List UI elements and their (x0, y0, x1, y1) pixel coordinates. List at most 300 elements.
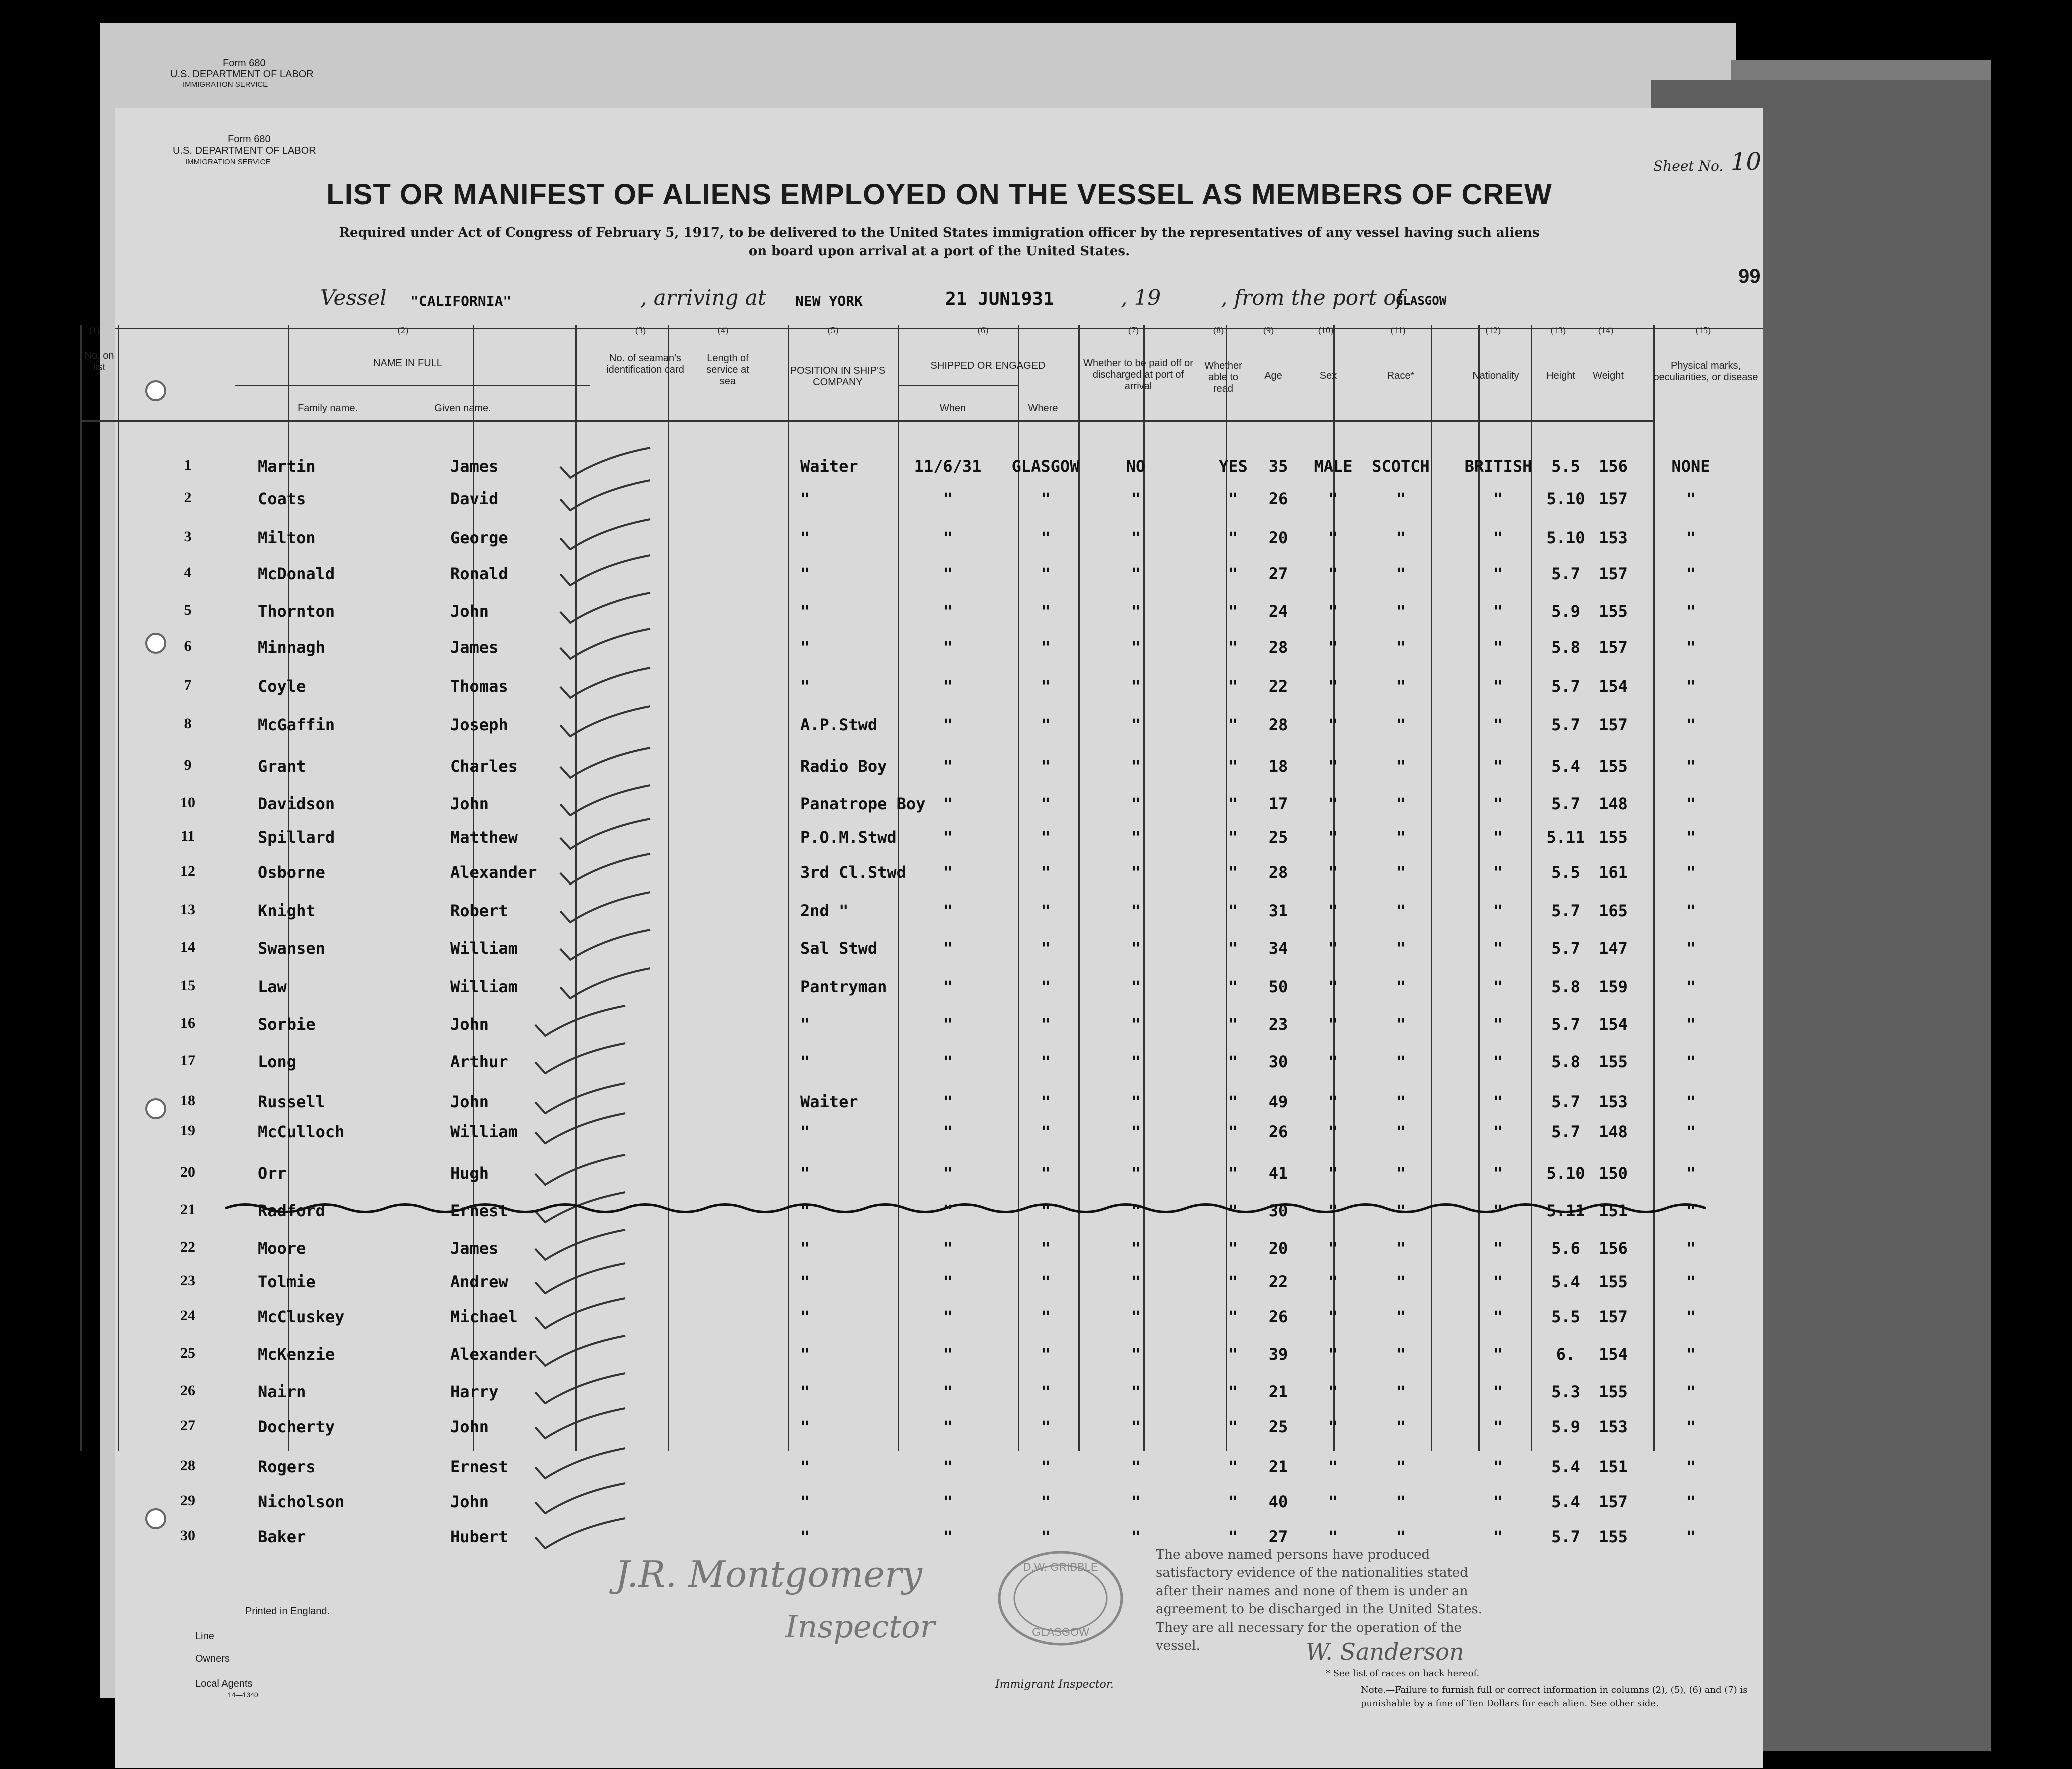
cell-position: Pantryman (800, 977, 887, 996)
cell-when: " (943, 1092, 953, 1111)
cell-age: 20 (1268, 1239, 1288, 1258)
check-mark-icon (558, 929, 653, 969)
cell-given: William (450, 977, 518, 996)
cell-position: " (800, 1417, 810, 1436)
cell-where: " (1041, 1457, 1051, 1476)
row-number: 30 (180, 1527, 195, 1544)
cell-position: " (800, 1457, 810, 1476)
cell-height: 5.7 (1551, 1015, 1580, 1034)
cell-sex: " (1328, 939, 1338, 958)
cell-read: " (1228, 1492, 1238, 1511)
column-number: (7) (1128, 325, 1139, 335)
row-number: 22 (180, 1239, 195, 1255)
cell-when: " (943, 528, 953, 547)
cell-where: " (1041, 863, 1051, 882)
header-rule (80, 420, 1653, 422)
agent-stamp (995, 1548, 1126, 1648)
cell-when: " (943, 1345, 953, 1364)
department: U.S. DEPARTMENT OF LABOR (173, 145, 316, 156)
cell-marks: NONE (1671, 457, 1710, 476)
cell-read: " (1228, 489, 1238, 508)
cell-position: " (800, 1015, 810, 1034)
date-stamp: 21 JUN1931 (945, 289, 1054, 309)
cell-family: Nairn (258, 1382, 306, 1401)
cell-nat: " (1493, 528, 1503, 547)
cell-nat: " (1493, 1052, 1503, 1071)
cell-nat: " (1493, 715, 1503, 734)
check-mark-icon (558, 818, 653, 858)
cell-marks: " (1686, 1201, 1696, 1220)
cell-weight: 147 (1599, 939, 1628, 958)
cell-family: Orr (258, 1164, 287, 1183)
cell-given: John (450, 1015, 489, 1034)
stamp-bottom-text: GLASGOW (1032, 1626, 1089, 1638)
cell-given: Hugh (450, 1164, 489, 1183)
cell-height: 5.4 (1551, 1492, 1580, 1511)
strikethrough-line (225, 1198, 1776, 1218)
cell-nat: " (1493, 1457, 1503, 1476)
cell-position: " (800, 489, 810, 508)
cell-height: 5.8 (1551, 1052, 1580, 1071)
cell-read: " (1228, 715, 1238, 734)
vessel-name: "CALIFORNIA" (410, 293, 512, 309)
cell-given: Ronald (450, 564, 508, 583)
cell-where: " (1041, 677, 1051, 696)
cell-marks: " (1686, 794, 1696, 813)
cell-when: " (943, 1307, 953, 1326)
cell-weight: 148 (1599, 1122, 1628, 1141)
cell-marks: " (1686, 1527, 1696, 1546)
cell-read: " (1228, 1122, 1238, 1141)
cell-when: 11/6/31 (914, 457, 982, 476)
inspector-title: Inspector (785, 1608, 935, 1645)
cell-age: 49 (1268, 1092, 1288, 1111)
cell-nat: " (1493, 1307, 1503, 1326)
header-sub-rule (898, 385, 1018, 386)
cell-age: 28 (1268, 715, 1288, 734)
column-header-height: Height (1546, 370, 1575, 381)
cell-paid: " (1131, 1239, 1141, 1258)
row-number: 11 (180, 828, 195, 844)
form-code: 14—1340 (228, 1691, 258, 1699)
cell-race: " (1396, 794, 1406, 813)
cell-when: " (943, 1417, 953, 1436)
cell-nat: " (1493, 1492, 1503, 1511)
cell-age: 22 (1268, 677, 1288, 696)
column-header-weight: Weight (1593, 370, 1624, 381)
cell-family: Tolmie (258, 1272, 316, 1291)
page-number: 99 (1738, 265, 1761, 287)
cell-when: " (943, 638, 953, 657)
cell-marks: " (1686, 901, 1696, 920)
cell-age: 26 (1268, 1122, 1288, 1141)
row-number: 4 (184, 564, 192, 581)
table-column-rule (668, 325, 669, 1451)
cell-weight: 154 (1599, 677, 1628, 696)
column-header-age: Age (1264, 370, 1282, 381)
cell-marks: " (1686, 564, 1696, 583)
cell-where: " (1041, 1092, 1051, 1111)
cell-age: 27 (1268, 564, 1288, 583)
cell-weight: 157 (1599, 564, 1628, 583)
column-header-name-in-full: NAME IN FULL (373, 358, 442, 369)
cell-weight: 156 (1599, 457, 1628, 476)
cell-race: " (1396, 1457, 1406, 1476)
cell-family: Coats (258, 489, 306, 508)
cell-sex: " (1328, 1122, 1338, 1141)
cell-paid: " (1131, 828, 1141, 847)
column-header-shipped: SHIPPED OR ENGAGED (930, 360, 1046, 371)
row-number: 27 (180, 1417, 195, 1434)
cell-where: " (1041, 1417, 1051, 1436)
cell-height: 5.6 (1551, 1239, 1580, 1258)
cell-read: " (1228, 1201, 1238, 1220)
cell-marks: " (1686, 1272, 1696, 1291)
cell-nat: " (1493, 1201, 1503, 1220)
cell-sex: " (1328, 1417, 1338, 1436)
check-mark-icon (533, 1297, 628, 1337)
cell-age: 24 (1268, 602, 1288, 621)
cell-given: William (450, 939, 518, 958)
cell-weight: 155 (1599, 1382, 1628, 1401)
cell-when: " (943, 1382, 953, 1401)
certification-text: The above named persons have produced satisfactory evidence of the nationalities stated after their names and none of them is under an agreement to be discharged in the United States. They are all necessary for the operation of the vessel. (1156, 1547, 1483, 1653)
cell-sex: " (1328, 977, 1338, 996)
check-mark-icon (558, 518, 653, 558)
cell-height: 5.4 (1551, 1272, 1580, 1291)
column-header-family-name: Family name. (297, 403, 358, 414)
cell-height: 5.10 (1546, 528, 1585, 547)
cell-weight: 151 (1599, 1457, 1628, 1476)
cell-when: " (943, 564, 953, 583)
cell-family: Knight (258, 901, 316, 920)
cell-weight: 157 (1599, 638, 1628, 657)
cell-where: GLASGOW (1011, 457, 1080, 476)
cell-paid: " (1131, 939, 1141, 958)
column-header-given-name: Given name. (434, 403, 491, 414)
cell-age: 21 (1268, 1457, 1288, 1476)
cell-paid: " (1131, 1272, 1141, 1291)
cell-race: " (1396, 757, 1406, 776)
cell-where: " (1041, 638, 1051, 657)
cell-height: 5.5 (1551, 1307, 1580, 1326)
cell-read: YES (1219, 457, 1248, 476)
cell-position: " (800, 1052, 810, 1071)
cell-age: 28 (1268, 638, 1288, 657)
cell-nat: " (1493, 977, 1503, 996)
cell-family: McDonald (258, 564, 335, 583)
row-number: 1 (184, 457, 192, 473)
cell-position: " (800, 1307, 810, 1326)
cell-age: 26 (1268, 1307, 1288, 1326)
row-number: 15 (180, 977, 195, 994)
cell-read: " (1228, 1015, 1238, 1034)
binder-hole (145, 1098, 166, 1119)
race-footnote: * See list of races on back hereof. (1326, 1668, 1480, 1679)
check-mark-icon (533, 1517, 628, 1557)
cell-nat: " (1493, 1164, 1503, 1183)
cell-family: Sorbie (258, 1015, 316, 1034)
cell-height: 5.7 (1551, 1527, 1580, 1546)
cell-when: " (943, 1015, 953, 1034)
cell-weight: 155 (1599, 1052, 1628, 1071)
cell-paid: " (1131, 1015, 1141, 1034)
cell-read: " (1228, 1239, 1238, 1258)
cell-race: " (1396, 1122, 1406, 1141)
cell-paid: " (1131, 1092, 1141, 1111)
cell-height: 5.11 (1546, 1201, 1585, 1220)
column-number: (5) (828, 325, 838, 335)
cell-age: 25 (1268, 828, 1288, 847)
cell-given: John (450, 794, 489, 813)
row-number: 12 (180, 863, 195, 879)
cell-height: 6. (1556, 1345, 1576, 1364)
row-number: 7 (184, 677, 192, 693)
sheet-label: Sheet No. (1653, 158, 1724, 174)
cell-read: " (1228, 863, 1238, 882)
table-column-rule (788, 325, 789, 1451)
cell-when: " (943, 1457, 953, 1476)
cell-age: 27 (1268, 1527, 1288, 1546)
line-label: Line (195, 1631, 214, 1642)
cell-age: 41 (1268, 1164, 1288, 1183)
cell-given: Alexander (450, 863, 537, 882)
cell-nat: " (1493, 602, 1503, 621)
from-port-label: , from the port of (1221, 285, 1404, 310)
cell-given: John (450, 1417, 489, 1436)
cell-given: Matthew (450, 828, 518, 847)
cell-sex: " (1328, 489, 1338, 508)
table-column-rule (118, 325, 119, 1451)
row-number: 8 (184, 715, 192, 732)
cell-given: James (450, 638, 499, 657)
cell-paid: " (1131, 638, 1141, 657)
cell-marks: " (1686, 528, 1696, 547)
cell-race: " (1396, 1382, 1406, 1401)
cell-position: Radio Boy (800, 757, 887, 776)
cell-where: " (1041, 602, 1051, 621)
cell-where: " (1041, 1052, 1051, 1071)
cell-where: " (1041, 715, 1051, 734)
arriving-label: , arriving at (640, 285, 766, 310)
column-number: (4) (718, 325, 728, 335)
vessel-label: Vessel (320, 285, 387, 310)
cell-age: 21 (1268, 1382, 1288, 1401)
cell-given: George (450, 528, 508, 547)
cell-given: Thomas (450, 677, 508, 696)
cell-paid: " (1131, 528, 1141, 547)
cell-marks: " (1686, 1015, 1696, 1034)
cell-weight: 159 (1599, 977, 1628, 996)
column-number: (12) (1486, 325, 1501, 335)
cell-weight: 155 (1599, 1527, 1628, 1546)
cell-paid: " (1131, 1307, 1141, 1326)
cell-weight: 157 (1599, 1492, 1628, 1511)
cell-sex: " (1328, 863, 1338, 882)
column-header-id-card: No. of seaman's identification card (606, 353, 684, 375)
cell-when: " (943, 1201, 953, 1220)
cell-age: 25 (1268, 1417, 1288, 1436)
cell-paid: " (1131, 1201, 1141, 1220)
cell-race: " (1396, 564, 1406, 583)
column-number: (9) (1263, 325, 1274, 335)
cell-marks: " (1686, 1307, 1696, 1326)
cell-sex: " (1328, 1492, 1338, 1511)
cell-race: SCOTCH (1372, 457, 1430, 476)
cell-weight: 155 (1599, 602, 1628, 621)
binder-hole (145, 380, 166, 401)
manifest-title: LIST OR MANIFEST OF ALIENS EMPLOYED ON THE VESSEL AS MEMBERS OF CREW (326, 178, 1552, 211)
cell-nat: BRITISH (1464, 457, 1532, 476)
cell-where: " (1041, 1164, 1051, 1183)
cell-race: " (1396, 977, 1406, 996)
cell-weight: 153 (1599, 1417, 1628, 1436)
service: IMMIGRATION SERVICE (185, 158, 271, 166)
cell-age: 22 (1268, 1272, 1288, 1291)
cell-sex: " (1328, 528, 1338, 547)
cell-family: Milton (258, 528, 316, 547)
cell-age: 23 (1268, 1015, 1288, 1034)
cell-paid: " (1131, 901, 1141, 920)
cell-race: " (1396, 901, 1406, 920)
cell-height: 5.7 (1551, 794, 1580, 813)
cell-nat: " (1493, 1382, 1503, 1401)
cell-sex: " (1328, 1307, 1338, 1326)
cell-family: Thornton (258, 602, 335, 621)
cell-read: " (1228, 1345, 1238, 1364)
cell-given: Andrew (450, 1272, 508, 1291)
cell-position: 2nd " (800, 901, 849, 920)
cell-height: 5.7 (1551, 564, 1580, 583)
cell-sex: " (1328, 1457, 1338, 1476)
cell-height: 5.5 (1551, 457, 1580, 476)
cell-where: " (1041, 757, 1051, 776)
fine-note: Note.—Failure to furnish full or correct information in columns (2), (5), (6) and (7) is punishable by a fine of Ten Dollars for each alien. See other side. (1361, 1685, 1748, 1709)
cell-nat: " (1493, 1015, 1503, 1034)
cell-given: John (450, 1492, 489, 1511)
cell-position: P.O.M.Stwd (800, 828, 897, 847)
cell-given: Joseph (450, 715, 508, 734)
cell-sex: " (1328, 828, 1338, 847)
row-number: 17 (180, 1052, 195, 1069)
cell-where: " (1041, 1122, 1051, 1141)
cell-weight: 151 (1599, 1201, 1628, 1220)
manifest-sheet (84, 108, 1763, 1768)
row-number: 6 (184, 638, 192, 654)
cell-paid: " (1131, 794, 1141, 813)
cell-where: " (1041, 1492, 1051, 1511)
cell-when: " (943, 1052, 953, 1071)
cell-sex: " (1328, 677, 1338, 696)
cell-marks: " (1686, 828, 1696, 847)
cell-position: " (800, 1382, 810, 1401)
check-mark-icon (558, 628, 653, 668)
cell-nat: " (1493, 1122, 1503, 1141)
cell-read: " (1228, 1307, 1238, 1326)
cell-nat: " (1493, 828, 1503, 847)
cell-age: 30 (1268, 1201, 1288, 1220)
cell-read: " (1228, 602, 1238, 621)
cell-weight: 155 (1599, 1272, 1628, 1291)
cell-weight: 157 (1599, 715, 1628, 734)
cell-marks: " (1686, 677, 1696, 696)
cell-position: " (800, 564, 810, 583)
cell-race: " (1396, 1345, 1406, 1364)
cell-marks: " (1686, 1457, 1696, 1476)
cell-race: " (1396, 1417, 1406, 1436)
check-mark-icon (533, 1482, 628, 1522)
cell-given: John (450, 602, 489, 621)
cell-paid: " (1131, 1382, 1141, 1401)
cell-read: " (1228, 1164, 1238, 1183)
column-header-no-on-list: No. on list (84, 350, 114, 373)
cell-given: James (450, 457, 499, 476)
cell-where: " (1041, 1382, 1051, 1401)
column-number: (15) (1696, 325, 1711, 335)
cell-position: " (800, 602, 810, 621)
from-port: GLASGOW (1396, 294, 1447, 308)
cell-age: 18 (1268, 757, 1288, 776)
cell-nat: " (1493, 863, 1503, 882)
cell-sex: " (1328, 715, 1338, 734)
column-header-sex: Sex (1319, 370, 1337, 381)
cell-when: " (943, 1272, 953, 1291)
cell-sex: " (1328, 757, 1338, 776)
check-mark-icon (533, 1372, 628, 1412)
row-number: 28 (180, 1457, 195, 1474)
back-service: IMMIGRATION SERVICE (183, 80, 268, 89)
cell-age: 20 (1268, 528, 1288, 547)
cell-weight: 153 (1599, 528, 1628, 547)
vessel-line-rule (115, 328, 1763, 329)
cell-age: 28 (1268, 863, 1288, 882)
cell-height: 5.10 (1546, 1164, 1585, 1183)
cell-family: Baker (258, 1527, 306, 1546)
column-number: (1) (89, 325, 100, 335)
cell-position: " (800, 1239, 810, 1258)
cell-family: Osborne (258, 863, 325, 882)
cell-nat: " (1493, 1527, 1503, 1546)
cell-marks: " (1686, 1417, 1696, 1436)
row-number: 9 (184, 757, 192, 773)
cell-given: David (450, 489, 499, 508)
cell-marks: " (1686, 638, 1696, 657)
cell-when: " (943, 1164, 953, 1183)
cell-given: Harry (450, 1382, 499, 1401)
sheet-number: 10 (1731, 148, 1762, 176)
check-mark-icon (558, 747, 653, 787)
cell-sex: " (1328, 1239, 1338, 1258)
cell-when: " (943, 677, 953, 696)
cell-given: James (450, 1239, 499, 1258)
cell-family: Long (258, 1052, 297, 1071)
cell-paid: " (1131, 1164, 1141, 1183)
cell-given: Michael (450, 1307, 518, 1326)
binder-hole (145, 1508, 166, 1529)
cell-nat: " (1493, 901, 1503, 920)
cell-family: Spillard (258, 828, 335, 847)
cell-age: 34 (1268, 939, 1288, 958)
cell-where: " (1041, 977, 1051, 996)
cell-age: 35 (1268, 457, 1288, 476)
cell-given: Alexander (450, 1345, 537, 1364)
cell-given: Robert (450, 901, 508, 920)
cell-given: Ernest (450, 1457, 508, 1476)
cell-position: " (800, 677, 810, 696)
back-dept: U.S. DEPARTMENT OF LABOR (170, 69, 314, 80)
cell-family: Radford (258, 1201, 325, 1220)
cell-nat: " (1493, 757, 1503, 776)
